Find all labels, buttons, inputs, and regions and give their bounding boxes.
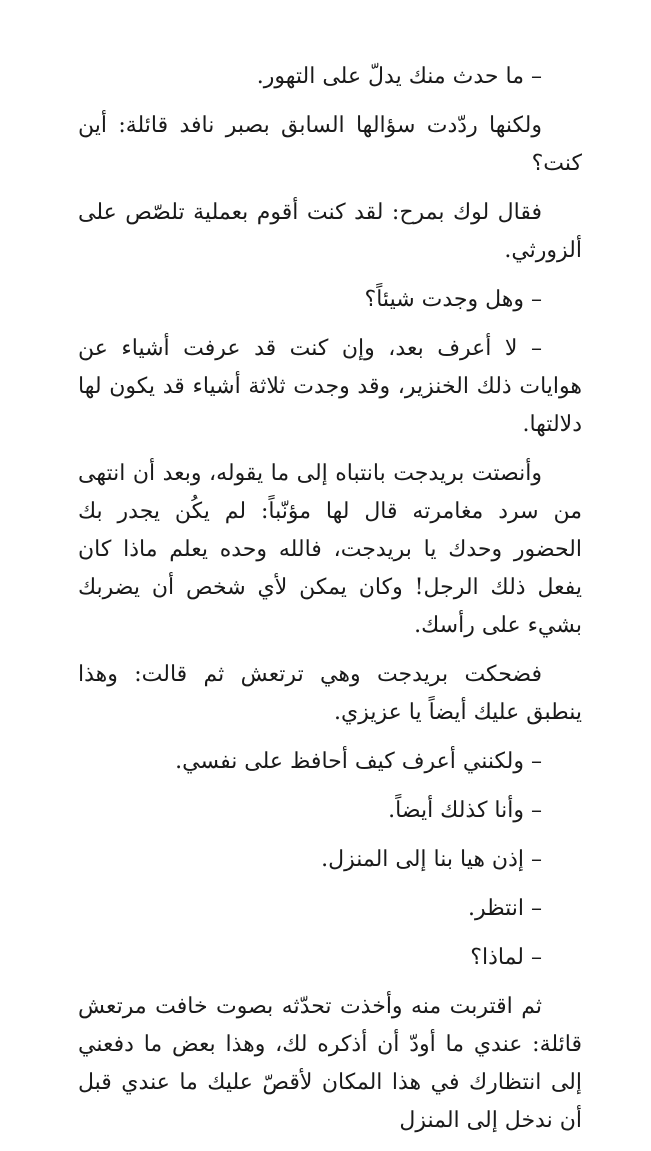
paragraph-11: – انتظر. — [467, 896, 542, 921]
paragraph-4: – وهل وجدت شيئاً؟ — [364, 287, 542, 312]
paragraph-13: ثم اقتربت منه وأخذت تحدّثه بصوت خافت مرتعش قائلة: عندي ما أودّ أن أذكره لك، وهذا بعض ما دفعني إلى انتظارك في هذا المكان لأقصّ عليك ما عندي قبل أن ندخل إلى المنزل — [78, 994, 582, 1133]
paragraph-8: – ولكنني أعرف كيف أحافظ على نفسي. — [175, 749, 542, 774]
paragraph-2: ولكنها ردّدت سؤالها السابق بصبر نافد قائلة: أين كنت؟ — [78, 113, 582, 176]
page-text — [78, 58, 582, 1151]
paragraph-10: – إذن هيا بنا إلى المنزل. — [321, 847, 542, 872]
paragraph-9: – وأنا كذلك أيضاً. — [388, 798, 542, 823]
paragraph-3: فقال لوك بمرح: لقد كنت أقوم بعملية تلصّص على ألزورثي. — [78, 200, 582, 263]
paragraph-5: – لا أعرف بعد، وإن كنت قد عرفت أشياء عن هوايات ذلك الخنزير، وقد وجدت ثلاثة أشياء قد يكون لها دلالتها. — [78, 336, 582, 437]
paragraph-7: فضحكت بريدجت وهي ترتعش ثم قالت: وهذا ينطبق عليك أيضاً يا عزيزي. — [78, 662, 582, 725]
paragraph-12: – لماذا؟ — [470, 945, 542, 970]
paragraph-1: – ما حدث منك يدلّ على التهور. — [256, 64, 542, 89]
paragraph-6: وأنصتت بريدجت بانتباه إلى ما يقوله، وبعد أن انتهى من سرد مغامرته قال لها مؤنّباً: لم يكُن يجدر بك الحضور وحدك يا بريدجت، فالله وحده يعلم ماذا كان يفعل ذلك الرجل! وكان يمكن لأي شخص أن يضربك بشيء على رأسك. — [78, 461, 582, 638]
